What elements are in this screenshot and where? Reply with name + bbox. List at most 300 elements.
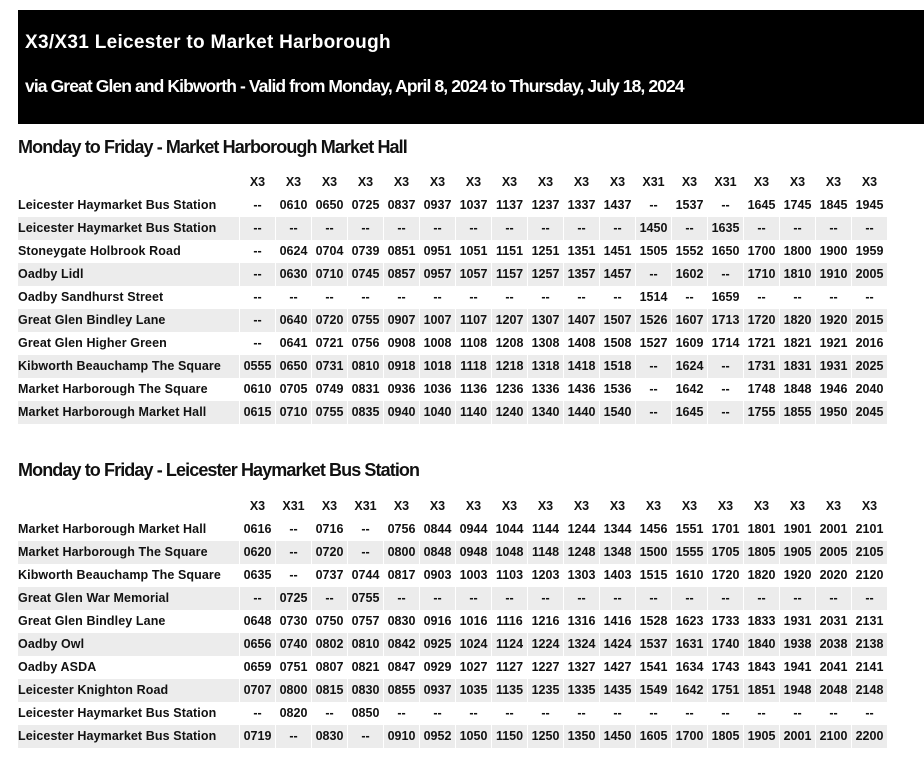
departure-time: 1040 <box>420 401 456 424</box>
departure-time: 1833 <box>744 610 780 633</box>
departure-time: -- <box>600 217 636 240</box>
departure-time: -- <box>636 355 672 378</box>
departure-time: 0830 <box>348 679 384 702</box>
departure-time: 1203 <box>528 564 564 587</box>
departure-time: 1820 <box>780 309 816 332</box>
table-row <box>18 633 888 656</box>
departure-time: -- <box>276 286 312 309</box>
departure-time: 0650 <box>276 355 312 378</box>
departure-time: -- <box>852 587 888 610</box>
departure-time: 0936 <box>384 378 420 401</box>
section-title-inbound: Monday to Friday - Leicester Haymarket Bus Station <box>18 460 420 480</box>
departure-time: 1216 <box>528 610 564 633</box>
departure-time: 0944 <box>456 518 492 541</box>
departure-time: 0720 <box>312 309 348 332</box>
departure-time: 0847 <box>384 656 420 679</box>
departure-time: 1901 <box>780 518 816 541</box>
departure-time: 0707 <box>240 679 276 702</box>
departure-time: 1335 <box>564 679 600 702</box>
departure-time: -- <box>240 286 276 309</box>
departure-time: 0850 <box>348 702 384 725</box>
stop-name: Market Harborough The Square <box>18 378 240 401</box>
departure-time: 1631 <box>672 633 708 656</box>
stop-header-blank <box>18 495 240 518</box>
table-row <box>18 217 888 240</box>
departure-time: 1116 <box>492 610 528 633</box>
departure-time: 1236 <box>492 378 528 401</box>
stop-name: Great Glen War Memorial <box>18 587 240 610</box>
departure-time: -- <box>384 587 420 610</box>
stop-name: Kibworth Beauchamp The Square <box>18 355 240 378</box>
departure-time: 1801 <box>744 518 780 541</box>
departure-time: -- <box>420 702 456 725</box>
departure-time: 0903 <box>420 564 456 587</box>
departure-time: -- <box>708 587 744 610</box>
table-row <box>18 240 888 263</box>
table-row <box>18 587 888 610</box>
departure-time: 1037 <box>456 194 492 217</box>
departure-time: -- <box>240 194 276 217</box>
departure-time: 0730 <box>276 610 312 633</box>
departure-time: 1408 <box>564 332 600 355</box>
departure-time: 1851 <box>744 679 780 702</box>
departure-time: 1755 <box>744 401 780 424</box>
departure-time: -- <box>852 286 888 309</box>
departure-time: -- <box>672 587 708 610</box>
route-label: X3 <box>708 495 744 518</box>
departure-time: 0952 <box>420 725 456 748</box>
departure-time: 1124 <box>492 633 528 656</box>
departure-time: 0800 <box>384 541 420 564</box>
departure-time: 0716 <box>312 518 348 541</box>
departure-time: 1645 <box>744 194 780 217</box>
departure-time: 1418 <box>564 355 600 378</box>
departure-time: 2005 <box>852 263 888 286</box>
departure-time: 1713 <box>708 309 744 332</box>
departure-time: 1710 <box>744 263 780 286</box>
table-row <box>18 564 888 587</box>
departure-time: -- <box>780 587 816 610</box>
departure-time: -- <box>240 702 276 725</box>
departure-time: 2105 <box>852 541 888 564</box>
departure-time: 1805 <box>708 725 744 748</box>
route-label: X3 <box>744 495 780 518</box>
departure-time: -- <box>852 217 888 240</box>
route-label: X3 <box>240 495 276 518</box>
departure-time: 1148 <box>528 541 564 564</box>
departure-time: 1337 <box>564 194 600 217</box>
departure-time: -- <box>600 286 636 309</box>
departure-time: 1135 <box>492 679 528 702</box>
stop-name: Kibworth Beauchamp The Square <box>18 564 240 587</box>
departure-time: 0755 <box>312 401 348 424</box>
departure-time: 1136 <box>456 378 492 401</box>
departure-time: 1650 <box>708 240 744 263</box>
departure-time: 1003 <box>456 564 492 587</box>
departure-time: 1941 <box>780 656 816 679</box>
departure-time: -- <box>744 587 780 610</box>
departure-time: 0725 <box>348 194 384 217</box>
departure-time: 1350 <box>564 725 600 748</box>
departure-time: 2131 <box>852 610 888 633</box>
departure-time: 0610 <box>240 378 276 401</box>
departure-time: 1843 <box>744 656 780 679</box>
route-label: X3 <box>528 495 564 518</box>
departure-time: 0937 <box>420 194 456 217</box>
departure-time: 1035 <box>456 679 492 702</box>
departure-time: 1318 <box>528 355 564 378</box>
departure-time: -- <box>456 286 492 309</box>
departure-time: 0630 <box>276 263 312 286</box>
departure-time: 1027 <box>456 656 492 679</box>
departure-time: 0940 <box>384 401 420 424</box>
departure-time: 0704 <box>312 240 348 263</box>
table-row <box>18 332 888 355</box>
stop-name: Market Harborough The Square <box>18 541 240 564</box>
departure-time: 0615 <box>240 401 276 424</box>
route-label: X3 <box>636 495 672 518</box>
departure-time: 1427 <box>600 656 636 679</box>
route-label: X3 <box>852 171 888 194</box>
departure-time: 1921 <box>816 332 852 355</box>
departure-time: 1435 <box>600 679 636 702</box>
departure-time: 1634 <box>672 656 708 679</box>
departure-time: 1107 <box>456 309 492 332</box>
departure-time: 1018 <box>420 355 456 378</box>
stop-name: Great Glen Bindley Lane <box>18 610 240 633</box>
route-label: X3 <box>780 171 816 194</box>
table-row <box>18 656 888 679</box>
departure-time: 1050 <box>456 725 492 748</box>
departure-time: 1403 <box>600 564 636 587</box>
departure-time: 1624 <box>672 355 708 378</box>
departure-time: -- <box>240 263 276 286</box>
route-label: X3 <box>456 495 492 518</box>
departure-time: -- <box>528 587 564 610</box>
departure-time: 1451 <box>600 240 636 263</box>
departure-time: -- <box>528 286 564 309</box>
departure-time: 2120 <box>852 564 888 587</box>
departure-time: 1900 <box>816 240 852 263</box>
departure-time: 0848 <box>420 541 456 564</box>
stop-name: Leicester Haymarket Bus Station <box>18 217 240 240</box>
departure-time: 1920 <box>816 309 852 332</box>
departure-time: 0624 <box>276 240 312 263</box>
departure-time: 1257 <box>528 263 564 286</box>
departure-time: 1537 <box>636 633 672 656</box>
departure-time: 1845 <box>816 194 852 217</box>
departure-time: 0802 <box>312 633 348 656</box>
departure-time: 1103 <box>492 564 528 587</box>
departure-time: -- <box>708 702 744 725</box>
departure-time: 1515 <box>636 564 672 587</box>
departure-time: 0710 <box>312 263 348 286</box>
departure-time: 1555 <box>672 541 708 564</box>
departure-time: 2038 <box>816 633 852 656</box>
departure-time: 1950 <box>816 401 852 424</box>
departure-time: 1948 <box>780 679 816 702</box>
route-header-row <box>18 171 888 194</box>
departure-time: 1642 <box>672 378 708 401</box>
departure-time: -- <box>816 286 852 309</box>
departure-time: 1733 <box>708 610 744 633</box>
departure-time: 1357 <box>564 263 600 286</box>
departure-time: 1140 <box>456 401 492 424</box>
departure-time: 1307 <box>528 309 564 332</box>
departure-time: -- <box>312 217 348 240</box>
departure-time: 2101 <box>852 518 888 541</box>
departure-time: -- <box>564 286 600 309</box>
departure-time: -- <box>816 217 852 240</box>
route-label: X3 <box>564 495 600 518</box>
departure-time: 2020 <box>816 564 852 587</box>
departure-time: 1150 <box>492 725 528 748</box>
departure-time: 1308 <box>528 332 564 355</box>
departure-time: -- <box>636 587 672 610</box>
departure-time: 2025 <box>852 355 888 378</box>
stop-name: Leicester Knighton Road <box>18 679 240 702</box>
departure-time: 0710 <box>276 401 312 424</box>
table-row <box>18 679 888 702</box>
departure-time: 1805 <box>744 541 780 564</box>
departure-time: 1552 <box>672 240 708 263</box>
departure-time: 0750 <box>312 610 348 633</box>
route-label: X3 <box>852 495 888 518</box>
departure-time: 2100 <box>816 725 852 748</box>
departure-time: 1810 <box>780 263 816 286</box>
departure-time: -- <box>492 217 528 240</box>
departure-time: -- <box>420 286 456 309</box>
departure-time: -- <box>564 702 600 725</box>
departure-time: 0641 <box>276 332 312 355</box>
route-label: X3 <box>276 171 312 194</box>
route-label: X3 <box>600 171 636 194</box>
departure-time: 1450 <box>600 725 636 748</box>
departure-time: 0916 <box>420 610 456 633</box>
departure-time: 1151 <box>492 240 528 263</box>
departure-time: 0800 <box>276 679 312 702</box>
departure-time: 0837 <box>384 194 420 217</box>
departure-time: 0756 <box>348 332 384 355</box>
departure-time: 2141 <box>852 656 888 679</box>
departure-time: -- <box>816 587 852 610</box>
departure-time: 0918 <box>384 355 420 378</box>
route-label: X3 <box>600 495 636 518</box>
route-header-row <box>18 495 888 518</box>
departure-time: -- <box>240 240 276 263</box>
timetable-outbound <box>18 171 888 424</box>
departure-time: 2005 <box>816 541 852 564</box>
table-row <box>18 378 888 401</box>
departure-time: -- <box>312 702 348 725</box>
departure-time: 1800 <box>780 240 816 263</box>
route-label: X3 <box>384 495 420 518</box>
route-label: X3 <box>564 171 600 194</box>
departure-time: 1218 <box>492 355 528 378</box>
departure-time: 1518 <box>600 355 636 378</box>
departure-time: 1605 <box>636 725 672 748</box>
departure-time: -- <box>456 217 492 240</box>
route-label: X3 <box>420 495 456 518</box>
departure-time: 0855 <box>384 679 420 702</box>
departure-time: 1540 <box>600 401 636 424</box>
departure-time: -- <box>240 332 276 355</box>
departure-time: 1645 <box>672 401 708 424</box>
departure-time: 1745 <box>780 194 816 217</box>
departure-time: 1527 <box>636 332 672 355</box>
route-label: X3 <box>816 171 852 194</box>
departure-time: -- <box>312 286 348 309</box>
departure-time: 1910 <box>816 263 852 286</box>
departure-time: 0755 <box>348 587 384 610</box>
departure-time: 1635 <box>708 217 744 240</box>
departure-time: -- <box>276 564 312 587</box>
stop-name: Oadby Sandhurst Street <box>18 286 240 309</box>
departure-time: 0744 <box>348 564 384 587</box>
departure-time: -- <box>384 286 420 309</box>
departure-time: 1424 <box>600 633 636 656</box>
departure-time: -- <box>312 587 348 610</box>
departure-time: -- <box>744 217 780 240</box>
departure-time: 0951 <box>420 240 456 263</box>
departure-time: 1514 <box>636 286 672 309</box>
departure-time: 1016 <box>456 610 492 633</box>
departure-time: 1127 <box>492 656 528 679</box>
departure-time: 1840 <box>744 633 780 656</box>
departure-time: 1248 <box>564 541 600 564</box>
departure-time: 0755 <box>348 309 384 332</box>
departure-time: 0650 <box>312 194 348 217</box>
departure-time: 1610 <box>672 564 708 587</box>
table-row <box>18 610 888 633</box>
departure-time: 2001 <box>780 725 816 748</box>
departure-time: -- <box>600 702 636 725</box>
departure-time: 1905 <box>780 541 816 564</box>
departure-time: 2041 <box>816 656 852 679</box>
departure-time: 1855 <box>780 401 816 424</box>
departure-time: -- <box>780 286 816 309</box>
departure-time: 1508 <box>600 332 636 355</box>
table-row <box>18 702 888 725</box>
departure-time: 1714 <box>708 332 744 355</box>
departure-time: 1541 <box>636 656 672 679</box>
departure-time: 1751 <box>708 679 744 702</box>
departure-time: -- <box>636 401 672 424</box>
stop-name: Oadby Lidl <box>18 263 240 286</box>
departure-time: 1946 <box>816 378 852 401</box>
departure-time: -- <box>636 378 672 401</box>
departure-time: 1528 <box>636 610 672 633</box>
table-row <box>18 725 888 748</box>
departure-time: 1348 <box>600 541 636 564</box>
departure-time: -- <box>348 286 384 309</box>
departure-time: 2200 <box>852 725 888 748</box>
departure-time: 1207 <box>492 309 528 332</box>
departure-time: 1505 <box>636 240 672 263</box>
departure-time: -- <box>492 587 528 610</box>
route-label: X3 <box>492 495 528 518</box>
departure-time: 1456 <box>636 518 672 541</box>
departure-time: 1327 <box>564 656 600 679</box>
departure-time: 1705 <box>708 541 744 564</box>
table-row <box>18 401 888 424</box>
route-label: X31 <box>276 495 312 518</box>
route-label: X3 <box>420 171 456 194</box>
departure-time: -- <box>348 217 384 240</box>
departure-time: 0705 <box>276 378 312 401</box>
departure-time: 1250 <box>528 725 564 748</box>
stop-name: Stoneygate Holbrook Road <box>18 240 240 263</box>
departure-time: 1316 <box>564 610 600 633</box>
departure-time: -- <box>456 587 492 610</box>
departure-time: 1526 <box>636 309 672 332</box>
departure-time: 0620 <box>240 541 276 564</box>
departure-time: -- <box>744 702 780 725</box>
departure-time: 0756 <box>384 518 420 541</box>
departure-time: -- <box>816 702 852 725</box>
stop-name: Leicester Haymarket Bus Station <box>18 194 240 217</box>
route-label: X3 <box>312 495 348 518</box>
departure-time: -- <box>420 587 456 610</box>
departure-time: 1659 <box>708 286 744 309</box>
departure-time: -- <box>384 702 420 725</box>
departure-time: -- <box>240 587 276 610</box>
departure-time: 1344 <box>600 518 636 541</box>
departure-time: 1720 <box>708 564 744 587</box>
departure-time: 0719 <box>240 725 276 748</box>
route-label: X3 <box>492 171 528 194</box>
departure-time: 0749 <box>312 378 348 401</box>
departure-time: 0937 <box>420 679 456 702</box>
departure-time: 1416 <box>600 610 636 633</box>
departure-time: 1437 <box>600 194 636 217</box>
route-label: X3 <box>672 495 708 518</box>
departure-time: 2040 <box>852 378 888 401</box>
departure-time: 0907 <box>384 309 420 332</box>
departure-time: -- <box>636 702 672 725</box>
departure-time: 1436 <box>564 378 600 401</box>
departure-time: -- <box>240 217 276 240</box>
departure-time: 1440 <box>564 401 600 424</box>
route-label: X3 <box>744 171 780 194</box>
departure-time: 1831 <box>780 355 816 378</box>
departure-time: 1623 <box>672 610 708 633</box>
page-subtitle: via Great Glen and Kibworth - Valid from Monday, April 8, 2024 to Thursday, July 18, 2024 <box>25 76 684 96</box>
departure-time: 1905 <box>744 725 780 748</box>
departure-time: 0830 <box>384 610 420 633</box>
table-row <box>18 263 888 286</box>
departure-time: 1920 <box>780 564 816 587</box>
departure-time: 1351 <box>564 240 600 263</box>
departure-time: 2015 <box>852 309 888 332</box>
departure-time: -- <box>492 702 528 725</box>
departure-time: -- <box>780 217 816 240</box>
departure-time: 0640 <box>276 309 312 332</box>
departure-time: 1931 <box>780 610 816 633</box>
departure-time: -- <box>708 263 744 286</box>
departure-time: 0659 <box>240 656 276 679</box>
departure-time: 1549 <box>636 679 672 702</box>
departure-time: 0739 <box>348 240 384 263</box>
departure-time: 0751 <box>276 656 312 679</box>
departure-time: -- <box>672 217 708 240</box>
departure-time: 1450 <box>636 217 672 240</box>
departure-time: -- <box>708 401 744 424</box>
departure-time: 1224 <box>528 633 564 656</box>
stop-name: Market Harborough Market Hall <box>18 518 240 541</box>
departure-time: 2031 <box>816 610 852 633</box>
departure-time: -- <box>708 355 744 378</box>
